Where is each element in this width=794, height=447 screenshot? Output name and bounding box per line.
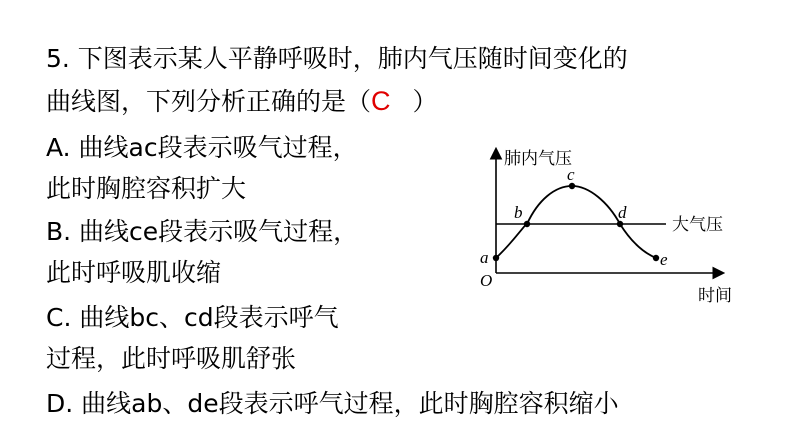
option-a-line-1: A. 曲线ac段表示吸气过程， [46,133,358,162]
point-a [493,255,499,261]
reference-label: 大气压 [672,215,723,235]
option-b-line-2: 此时呼吸肌收缩 [46,258,222,287]
question-line-1: 5. 下图表示某人平静呼吸时，肺内气压随时间变化的 [46,44,628,73]
option-c-line-2: 过程，此时呼吸肌舒张 [46,344,297,373]
option-a-line-2: 此时胸腔容积扩大 [46,174,247,203]
question-prompt: 曲线图，下列分析正确的是（ [46,87,372,116]
point-e [653,255,659,261]
origin-label: O [480,271,493,290]
closing-paren: ） [412,87,438,116]
point-a-label: a [480,248,489,267]
option-b-line-1: B. 曲线ce段表示吸气过程， [46,217,359,246]
point-b [524,221,530,227]
point-d-label: d [618,203,627,222]
point-e-label: e [660,250,668,269]
question-line-2 [46,86,438,117]
point-c-label: c [567,165,575,184]
y-axis-label: 肺内气压 [504,149,572,169]
option-c-line-1: C. 曲线bc、cd段表示呼气 [46,303,339,332]
answer-mark: C [371,86,391,116]
option-d-line-1: D. 曲线ab、de段表示呼气过程，此时胸腔容积缩小 [46,389,619,418]
point-b-label: b [514,203,523,222]
x-axis-label: 时间 [698,286,732,306]
pressure-curve [496,186,656,258]
pressure-graph [470,140,740,310]
